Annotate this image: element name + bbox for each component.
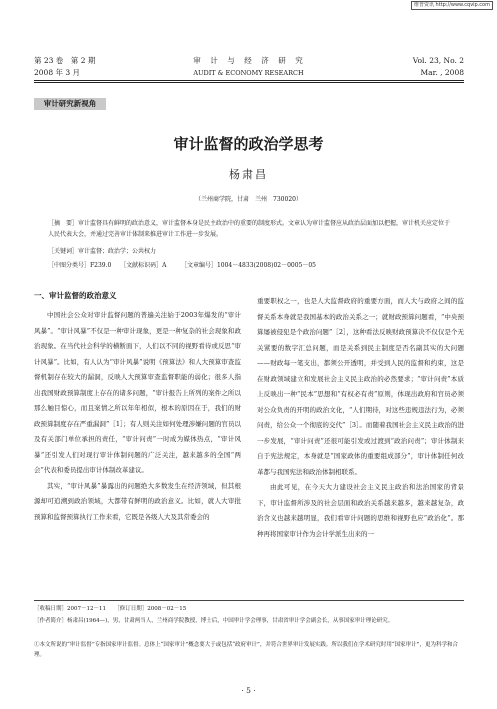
header-rule-secondary [34,82,464,83]
author-affiliation: （兰州商学院，甘肃 兰州 730020） [195,196,302,203]
document-code: ［文献标识码］A [120,262,167,269]
header-journal-en: AUDIT & ECONOMY RESEARCH [193,69,304,77]
header-date: 2008 年 3 月 [34,68,81,77]
clc-number: ［中图分类号］F239.0 [48,262,112,269]
body-left-column [34,288,241,525]
header-date-en: Mar. , 2008 [420,68,464,77]
header-volume-en: Vol. 23, No. 2 [412,56,464,65]
article-author: 杨肃昌 [229,168,268,181]
article-title: 审计监督的政治学思考 [173,135,324,153]
page-number: · 5 · [241,686,256,695]
header-volume: 第 23 卷 第 2 期 [34,56,96,65]
source-watermark: 维普资讯 http://www.cqvip.com [411,1,493,10]
abstract: ［摘 要］审计监督具有鲜明的政治意义，审计监督本身是民主政治中的重要的制度形式。文章认为审计监督应从政治层面加以把握，审计机关应定位于人民代表大会，并通过完善审计体制来推进审计工作进一步发展。 [48,220,451,238]
header-journal-cn: 审 计 与 经 济 研 究 [193,56,304,65]
author-bio: ［作者简介］杨肃昌(1964—)，男，甘肃两当人，兰州商学院教授，博士后，中国审计学会理事，甘肃省审计学会副会长，从事国家审计理论研究。 [34,618,394,624]
classification-line [48,261,450,271]
body-right-column [257,294,464,542]
header-rule [34,80,464,81]
article-number: ［文章编号］1004－4833(2008)02－0005－05 [180,262,316,269]
body-paragraph: 其实，“审计风暴”暴露出的问题绝大多数发生在经济领域，但其根源却可追溯到政治领域，大都带有鲜明的政治意义。比如，就人大审批预算和监督预算执行工作来看，它既是各级人大及其常委会的 [34,481,241,521]
footnote-note: ①本文所说的“审计监督”专指国家审计监督。总体上“国家审计”概念要大于或包括“政府审计”，并符合世界审计发展实践。所以我们在学术研究时用“国家审计”，更为科学和合理。 [34,642,458,658]
body-paragraph: 中国社会公众对审计监督问题的普遍关注始于2003年爆发的“审计风暴”。“审计风暴”不仅是一种审计现象，更是一种复杂的社会现象和政治现象。在当代社会科学的横断面下，人们以不同的视野看待或反思“审计风暴”。比如，有人认为“审计风暴”说明《预算法》和人大预算审查监督机制存在较大的漏洞，反映人大预算审查监督职能的弱化；很多人指出我国财政预算制度上存在的诸多问题，“审计报告上所列的案件之所以那么触目惊心，而且案情之所以年年相似，根本的原因在于，我们的财政预算制度存在严重漏洞”［1］；有人则关注如何处理涉嫌问题的官员以及有关部门单位承担的责任，“审计问责”一时成为媒体热点，“审计风暴”还引发人们对现行审计体制问题的广泛关注，越来越多的全国“两会”代表和委员提出审计体制改革建议。 [34,311,241,474]
column-tag: 审计研究新视角 [34,98,106,110]
section-heading: 一、审计监督的政治意义 [34,291,117,300]
body-paragraph: 重要职权之一，也是人大监督政府的重要方面，而人大与政府之间的监督关系本身就是我国基本的政治关系之一；就财政预算问题看，“中央预算屡被侵犯是个政治问题”［2］，这种看法反映财政预算决不仅仅是个无关紧要的数字汇总问题，而是关系到民主制度是否名副其实的大问题——财政每一笔支出，都须公开透明，并受到人民的监督和约束，这是在财政领域建立和发展社会主义民主政治的必然要求；“审计问责”本质上反映出一种“民本”思想和“有权必有责”原则，体现出政府和官员必须对公众负责的开明的政治文化，“人们期待，对这些违规违法行为，必须问责，给公众一个彻底的交代”［3］。而随着我国社会主义民主政治的进一步发展，“审计问责”还很可能引发或过渡到“政治问责”；审计体制来自于宪法规定，本身就是“国家政体的重要组成部分”，审计体制任何改革都与我国宪法和政治体制相联系。 [257,297,464,476]
received-dates: ［收稿日期］2007－12－11 ［修订日期］2008－02－15 [34,606,187,612]
body-paragraph: 由此可见，在今天大力建设社会主义民主政治和法治国家的背景下，审计监督所涉及的社会层面和政治关系越来越多，越来越复杂，政治含义也越来越明显，我们看审计问题的思维和视野也应“政治化”。那种再将国家审计作为会计学派生出来的一 [257,483,464,538]
keywords: ［关键词］审计监督；政治学；公共权力 [48,248,157,255]
footnote-rule [34,600,464,601]
